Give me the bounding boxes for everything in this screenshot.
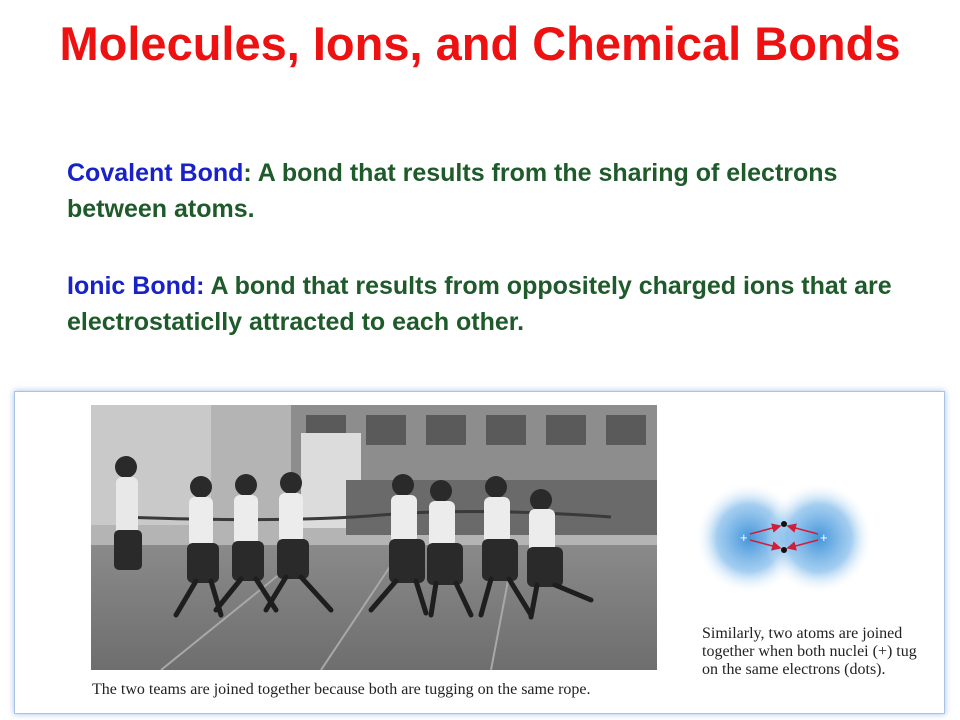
left-nucleus-label: + <box>740 530 748 545</box>
right-electron-cloud <box>765 482 873 594</box>
ionic-bond-definition <box>67 268 897 340</box>
tug-of-war-photo <box>91 405 657 670</box>
tug-of-war-photo-illustration <box>91 405 657 670</box>
ionic-bond-term: Ionic Bond: <box>67 272 205 300</box>
covalent-bond-term: Covalent Bond <box>67 159 244 187</box>
ionic-bond-text: A bond that results from oppositely charged ions that are electrostaticlly attracted to each other. <box>67 272 892 336</box>
photo-caption: The two teams are joined together because both are tugging on the same rope. <box>92 681 591 698</box>
diagram-caption: Similarly, two atoms are joined together when both nuclei (+) tug on the same electrons (dots). <box>702 625 917 678</box>
right-nucleus-label: + <box>820 530 828 545</box>
shared-electron-diagram <box>694 480 874 600</box>
covalent-bond-colon: : <box>243 159 252 187</box>
slide-title: Molecules, Ions, and Chemical Bonds <box>59 17 901 70</box>
covalent-bond-definition <box>67 155 897 227</box>
shared-electron-top <box>781 521 787 527</box>
shared-electron-bottom <box>781 547 787 553</box>
electron-cloud-illustration <box>694 480 874 600</box>
covalent-bond-text: A bond that results from the sharing of electrons between atoms. <box>67 159 838 223</box>
